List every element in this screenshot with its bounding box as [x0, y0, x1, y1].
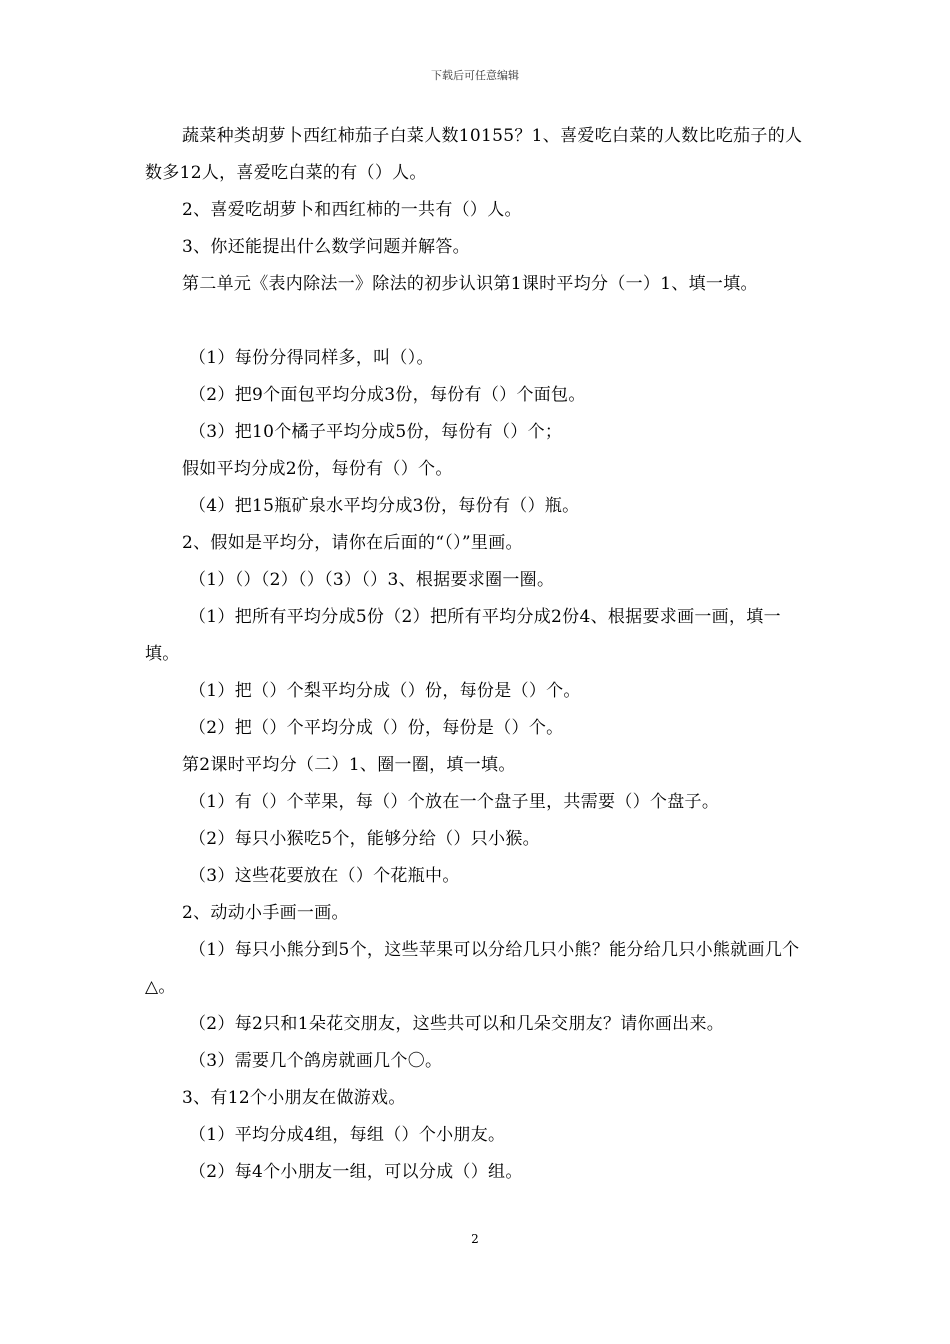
- paragraph: 2、喜爱吃胡萝卜和西红柿的一共有（）人。: [182, 200, 522, 220]
- section-heading: 第2课时平均分（二）1、圈一圈，填一填。: [182, 755, 516, 775]
- paragraph: （1）每只小熊分到5个，这些苹果可以分给几只小熊？能分给几只小熊就画几个△。: [145, 940, 800, 997]
- paragraph: （1）把（）个梨平均分成（）份，每份是（）个。: [189, 681, 581, 701]
- paragraph: （2）把（）个平均分成（）份，每份是（）个。: [189, 718, 564, 738]
- paragraph: 3、有12个小朋友在做游戏。: [182, 1088, 406, 1108]
- paragraph: （1）把所有平均分成5份（2）把所有平均分成2份4、根据要求画一画，填一填。: [145, 607, 781, 664]
- paragraph: 2、假如是平均分，请你在后面的“（）”里画。: [182, 533, 523, 553]
- paragraph: （1）（）（2）（）（3）（）3、根据要求圈一圈。: [189, 570, 555, 590]
- paragraph: （2）每2只和1朵花交朋友，这些共可以和几朵交朋友？请你画出来。: [189, 1014, 725, 1034]
- paragraph: （2）每4个小朋友一组，可以分成（）组。: [189, 1162, 523, 1182]
- paragraph: （2）把9个面包平均分成3份，每份有（）个面包。: [189, 385, 586, 405]
- section-heading: 第二单元《表内除法一》除法的初步认识第1课时平均分（一）1、填一填。: [182, 274, 758, 294]
- paragraph: 蔬菜种类胡萝卜西红柿茄子白菜人数10155？1、喜爱吃白菜的人数比吃茄子的人数多12人，喜爱吃白菜的有（）人。: [145, 126, 803, 183]
- paragraph: （3）把10个橘子平均分成5份，每份有（）个；: [189, 422, 563, 442]
- paragraph: （4）把15瓶矿泉水平均分成3份，每份有（）瓶。: [189, 496, 580, 516]
- paragraph: （1）有（）个苹果，每（）个放在一个盘子里，共需要（）个盘子。: [189, 792, 720, 812]
- document-body: [145, 118, 815, 1191]
- paragraph: （3）需要几个鸽房就画几个〇。: [189, 1051, 443, 1071]
- paragraph: 假如平均分成2份，每份有（）个。: [182, 459, 453, 479]
- paragraph: 3、你还能提出什么数学问题并解答。: [182, 237, 470, 257]
- paragraph: （1）平均分成4组，每组（）个小朋友。: [189, 1125, 506, 1145]
- paragraph: （2）每只小猴吃5个，能够分给（）只小猴。: [189, 829, 540, 849]
- paragraph: 2、动动小手画一画。: [182, 903, 349, 923]
- paragraph: （3）这些花要放在（）个花瓶中。: [189, 866, 460, 886]
- page-header: 下载后可任意编辑: [431, 69, 519, 82]
- paragraph: （1）每份分得同样多，叫（）。: [189, 348, 434, 368]
- blank-line: [145, 303, 815, 340]
- page-number: 2: [471, 1232, 479, 1246]
